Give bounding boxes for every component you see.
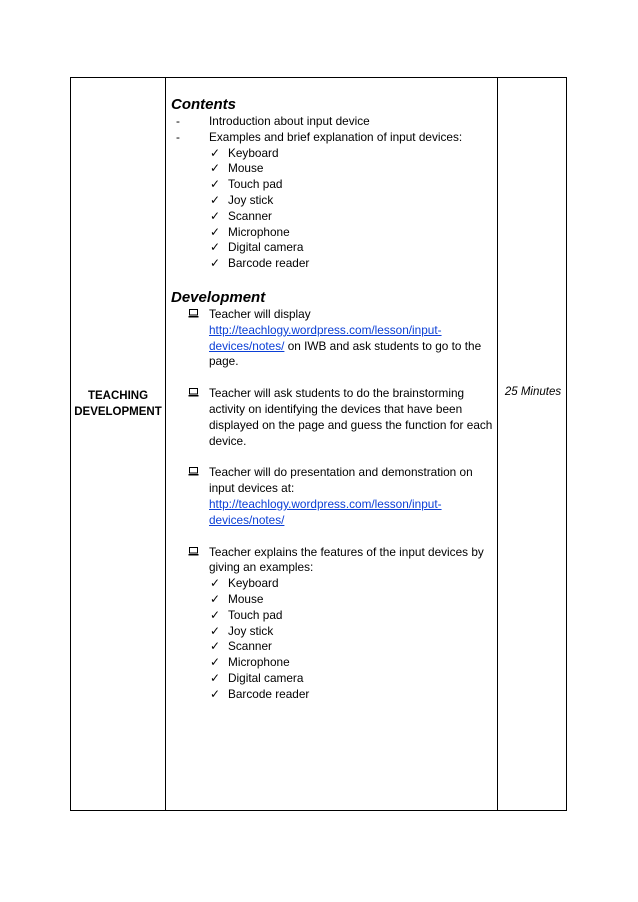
column-divider [165,78,166,810]
notes-link[interactable]: http://teachlogy.wordpress.com/lesson/input- [209,322,442,337]
list-item: ✓ Digital camera [210,670,304,685]
lesson-plan-table [70,77,567,811]
lesson-content [171,96,496,703]
computer-icon [188,467,199,476]
list-item: ✓ Digital camera [210,240,304,255]
computer-icon [188,388,199,397]
checkmark-icon: ✓ [210,177,221,192]
list-item: ✓ Barcode reader [210,686,310,701]
development-step-1: Teacher will display http://teachlogy.wordpress.com/lesson/input- devices/notes/ on IWB and ask students to go to the page. [171,307,496,370]
notes-link[interactable]: http://teachlogy.wordpress.com/lesson/input- [209,496,442,511]
checkmark-icon: ✓ [210,591,221,606]
checkmark-icon: ✓ [210,576,221,591]
checkmark-icon: ✓ [210,161,221,176]
development-step-3: Teacher will do presentation and demonstration on input devices at: http://teachlogy.wordpress.com/lesson/input- devices/notes/ [171,465,496,528]
list-item: ✓ Mouse [210,591,264,606]
list-item: ✓ Joy stick [210,623,274,638]
list-item: ✓ Keyboard [210,576,279,591]
stage-label: TEACHING DEVELOPMENT [74,390,162,418]
list-item: - Introduction about input device [176,114,370,128]
checkmark-icon: ✓ [210,208,221,223]
list-item: ✓ Barcode reader [210,256,310,271]
checkmark-icon: ✓ [210,670,221,685]
list-item: ✓ Mouse [210,161,264,176]
computer-icon [188,309,199,318]
checkmark-icon: ✓ [210,607,221,622]
checkmark-icon: ✓ [210,240,221,255]
computer-icon [188,547,199,556]
list-item: ✓ Touch pad [210,607,283,622]
list-item: ✓ Scanner [210,208,272,223]
checkmark-icon: ✓ [210,655,221,670]
contents-heading: Contents [171,96,236,113]
checkmark-icon: ✓ [210,224,221,239]
device-list [171,146,496,272]
duration-label: 25 Minutes [504,386,562,398]
checkmark-icon: ✓ [210,145,221,160]
checkmark-icon: ✓ [210,192,221,207]
checkmark-icon: ✓ [210,623,221,638]
list-item: ✓ Joy stick [210,192,274,207]
stage-label-cell [71,78,165,810]
development-step-4: Teacher explains the features of the input devices by giving an examples: [171,545,496,577]
checkmark-icon: ✓ [210,686,221,701]
development-step-2: Teacher will ask students to do the brainstorming activity on identifying the devices that have been displayed on the page and guess the function for each device. [171,386,496,449]
list-item: ✓ Keyboard [210,145,279,160]
list-item: - Examples and brief explanation of input devices: [176,129,463,144]
notes-link[interactable]: devices/notes/ [209,512,285,527]
list-item: ✓ Scanner [210,639,272,654]
checkmark-icon: ✓ [210,256,221,271]
development-heading: Development [171,288,266,306]
duration-cell [498,78,568,810]
list-item: ✓ Microphone [210,224,290,239]
notes-link[interactable]: devices/notes/ [209,338,285,353]
checkmark-icon: ✓ [210,639,221,654]
list-item: ✓ Microphone [210,655,290,670]
list-item: ✓ Touch pad [210,177,283,192]
device-list [171,576,496,702]
